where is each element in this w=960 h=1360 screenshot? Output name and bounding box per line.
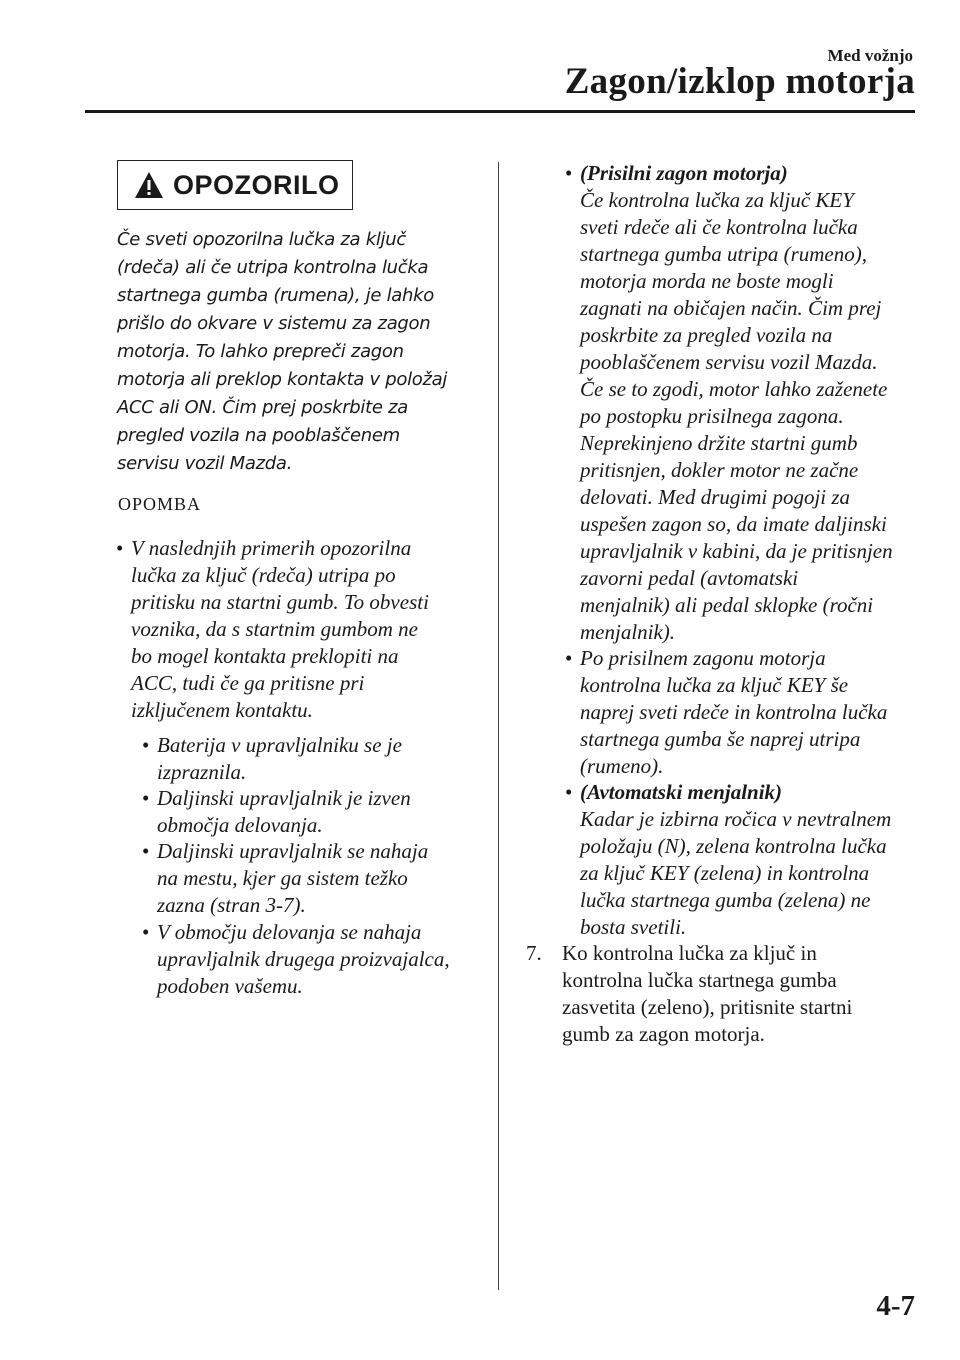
page-number: 4-7 (876, 1290, 915, 1322)
text-line: lučka startnega gumba (zelena) ne (580, 888, 871, 912)
bullet-text (157, 838, 492, 919)
text-line: gumb za zagon motorja. (562, 1022, 765, 1046)
text-line: lučka za ključ (rdeča) utripa po (131, 563, 396, 587)
text-line: Če se to zgodi, motor lahko zaženete (580, 377, 888, 401)
text-line: ACC, tudi če ga pritisne pri (131, 671, 365, 695)
forced-start-bullet (565, 160, 925, 646)
text-line: kontrolna lučka za ključ KEY še (580, 673, 849, 697)
text-line: pritisnjen, dokler motor ne začne (580, 458, 859, 482)
text-line: Daljinski upravljalnik se nahaja (157, 839, 429, 863)
bullet-dot: • (565, 646, 573, 670)
warning-line: servisu vozil Mazda. (117, 453, 293, 474)
after-forced-start-bullet (565, 645, 925, 780)
text-line: motorja morda ne boste mogli (580, 269, 834, 293)
sub-bullet (142, 919, 492, 1000)
text-line: položaju (N), zelena kontrolna lučka (580, 834, 887, 858)
text-line: delovati. Med drugimi pogoji za (580, 485, 851, 509)
bullet-dot: • (116, 536, 124, 560)
warning-line: ACC ali ON. Čim prej poskrbite za (117, 397, 408, 418)
section-label: Med vožnjo (827, 46, 913, 65)
text-line: izključenem kontaktu. (131, 698, 313, 722)
text-line: pritisku na startni gumb. To obvesti (131, 590, 429, 614)
warning-line: (rdeča) ali če utripa kontrolna lučka (117, 257, 429, 278)
warning-line: startnega gumba (rumena), je lahko (117, 285, 434, 306)
text-line: Če kontrolna lučka za ključ KEY (580, 188, 854, 212)
bullet-text (131, 535, 496, 724)
warning-triangle-icon (134, 171, 164, 199)
text-line: V območju delovanja se nahaja (157, 920, 422, 944)
text-line: zazna (stran 3-7). (157, 893, 306, 917)
bullet-text (157, 785, 492, 839)
step-number: 7. (526, 941, 542, 965)
step-text (562, 940, 932, 1048)
text-line: poskrbite za pregled vozila na (580, 323, 833, 347)
text-line: menjalnik). (580, 620, 676, 644)
text-line: Ko kontrolna lučka za ključ in (562, 941, 817, 965)
warning-text (117, 226, 487, 478)
warning-line: Če sveti opozorilna lučka za ključ (117, 229, 406, 250)
sub-bullet (142, 838, 492, 919)
text-line: za ključ KEY (zelena) in kontrolna (580, 861, 870, 885)
bullet-title: (Avtomatski menjalnik) (580, 780, 783, 804)
warning-box (117, 160, 353, 210)
bullet-dot: • (142, 733, 150, 757)
text-line: uspešen zagon so, da imate daljinski (580, 512, 887, 536)
bullet-text (580, 645, 925, 780)
text-line: startnega gumba utripa (rumeno), (580, 242, 867, 266)
text-line: upravljalnik v kabini, da je pritisnjen (580, 539, 893, 563)
bullet-title: (Prisilni zagon motorja) (580, 161, 788, 185)
header-rule (85, 110, 915, 113)
text-line: območja delovanja. (157, 813, 323, 837)
text-line: voznika, da s startnim gumbom ne (131, 617, 418, 641)
warning-line: motorja ali preklop kontakta v položaj (117, 369, 448, 390)
text-line: zavorni pedal (avtomatski (580, 566, 799, 590)
text-line: upravljalnik drugega proizvajalca, (157, 947, 450, 971)
text-line: sveti rdeče ali če kontrolna lučka (580, 215, 858, 239)
bullet-text (580, 779, 925, 941)
bullet-text (157, 919, 492, 1000)
page-title: Zagon/izklop motorja (564, 61, 915, 102)
text-line: Kadar je izbirna ročica v nevtralnem (580, 807, 892, 831)
text-line: na mestu, kjer ga sistem težko (157, 866, 408, 890)
bullet-dot: • (142, 839, 150, 863)
text-line: zasvetita (zeleno), pritisnite startni (562, 995, 853, 1019)
warning-line: prišlo do okvare v sistemu za zagon (117, 313, 431, 334)
text-line: Daljinski upravljalnik je izven (157, 786, 411, 810)
text-line: Po prisilnem zagonu motorja (580, 646, 826, 670)
sub-bullet (142, 785, 492, 839)
text-line: zagnati na običajen način. Čim prej (580, 296, 882, 320)
text-line: naprej sveti rdeče in kontrolna lučka (580, 700, 888, 724)
text-line: menjalnik) ali pedal sklopke (ročni (580, 593, 874, 617)
text-line: V naslednjih primerih opozorilna (131, 536, 412, 560)
text-line: bo mogel kontakta preklopiti na (131, 644, 399, 668)
text-line: startnega gumba še naprej utripa (580, 727, 861, 751)
text-line: podoben vašemu. (157, 974, 303, 998)
text-line: Neprekinjeno držite startni gumb (580, 431, 858, 455)
bullet-text (580, 160, 925, 646)
bullet-dot: • (142, 786, 150, 810)
text-line: (rumeno). (580, 754, 664, 778)
sub-bullet (142, 732, 492, 786)
text-line: izpraznila. (157, 760, 247, 784)
text-line: po postopku prisilnega zagona. (580, 404, 844, 428)
text-line: Baterija v upravljalniku se je (157, 733, 402, 757)
bullet-dot: • (565, 780, 573, 804)
text-line: bosta svetili. (580, 915, 687, 939)
automatic-transmission-bullet (565, 779, 925, 941)
note-bullet (116, 535, 496, 724)
warning-line: motorja. To lahko prepreči zagon (117, 341, 404, 362)
bullet-dot: • (142, 920, 150, 944)
bullet-dot: • (565, 161, 573, 185)
bullet-text (157, 732, 492, 786)
note-label: OPOMBA (118, 494, 202, 514)
warning-line: pregled vozila na pooblaščenem (117, 425, 400, 446)
column-divider (498, 162, 499, 1290)
text-line: pooblaščenem servisu vozil Mazda. (580, 350, 878, 374)
warning-label: OPOZORILO (173, 169, 340, 200)
text-line: kontrolna lučka startnega gumba (562, 968, 837, 992)
